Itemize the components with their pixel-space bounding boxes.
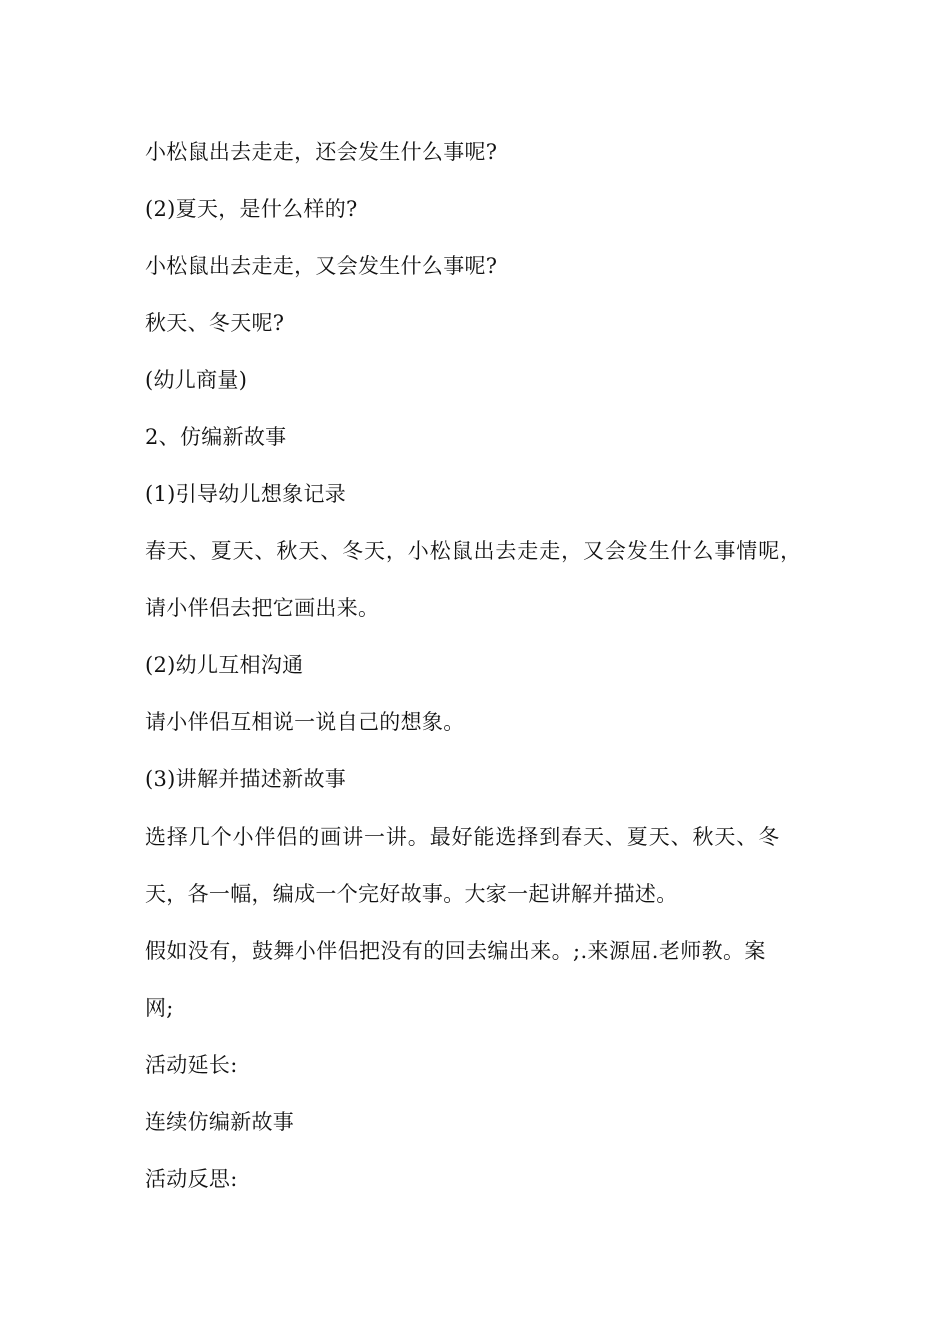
text-line: 连续仿编新故事 — [145, 1110, 295, 1134]
subsection-heading: (2)幼儿互相沟通 — [145, 653, 304, 677]
section-heading-summer: (2)夏天，是什么样的? — [145, 197, 358, 221]
text-line: 秋天、冬天呢? — [145, 311, 285, 335]
text-line: 春天、夏天、秋天、冬天，小松鼠出去走走，又会发生什么事情呢， — [145, 539, 802, 563]
text-line: 请小伴侣互相说一说自己的想象。 — [145, 710, 465, 734]
text-line: 小松鼠出去走走，又会发生什么事呢? — [145, 254, 498, 278]
text-line: 小松鼠出去走走，还会发生什么事呢? — [145, 140, 498, 164]
subsection-heading: (3)讲解并描述新故事 — [145, 767, 347, 791]
text-line: 网; — [145, 996, 174, 1020]
text-line: (幼儿商量) — [145, 368, 248, 392]
subsection-heading: (1)引导幼儿想象记录 — [145, 482, 347, 506]
section-heading-reflection: 活动反思: — [145, 1167, 238, 1191]
section-heading-new-story: 2、仿编新故事 — [145, 425, 287, 449]
text-line: 请小伴侣去把它画出来。 — [145, 596, 380, 620]
text-line: 天，各一幅，编成一个完好故事。大家一起讲解并描述。 — [145, 882, 678, 906]
text-line: 假如没有，鼓舞小伴侣把没有的回去编出来。;.来源屈.老师教。案 — [145, 939, 766, 963]
text-line: 选择几个小伴侣的画讲一讲。最好能选择到春天、夏天、秋天、冬 — [145, 825, 781, 849]
section-heading-extension: 活动延长: — [145, 1053, 238, 1077]
